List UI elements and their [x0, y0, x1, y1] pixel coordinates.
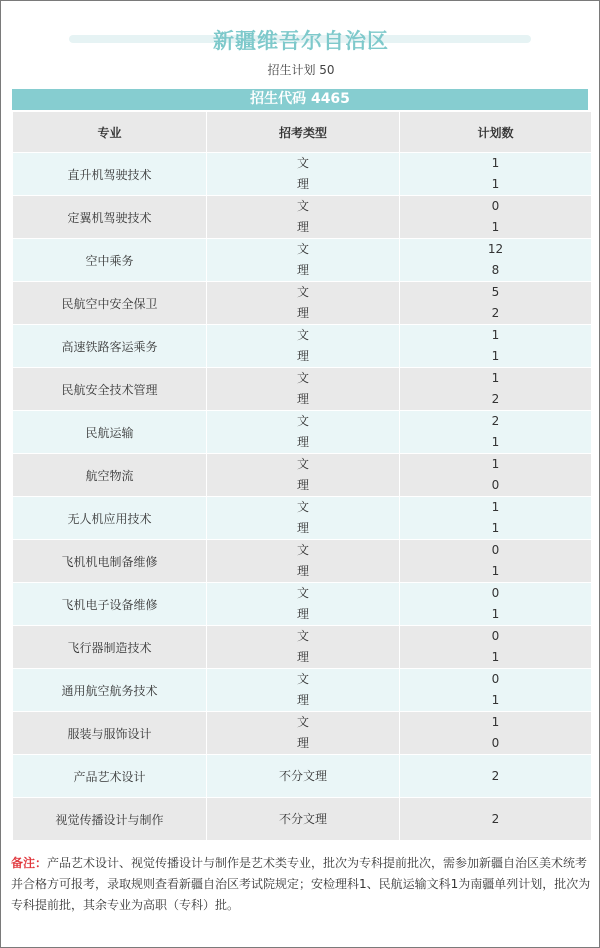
major-cell: 民航空中安全保卫 [13, 282, 207, 325]
table-row [13, 712, 592, 755]
table-row [13, 153, 592, 196]
exam-type-value: 理 [296, 392, 309, 406]
plan-count-value: 0 [491, 478, 500, 492]
exam-type-cell [207, 411, 400, 454]
plan-count-cell [400, 497, 592, 540]
exam-type-value: 文 [296, 543, 309, 557]
plan-count-value: 0 [491, 672, 500, 686]
exam-type-cell [207, 497, 400, 540]
plan-count-cell [400, 669, 592, 712]
plan-count-value: 1 [491, 435, 500, 449]
exam-type-value: 理 [296, 349, 309, 363]
exam-type-value: 文 [296, 156, 309, 170]
table-body [13, 153, 592, 841]
plan-count-cell [400, 712, 592, 755]
plan-count-value: 1 [491, 564, 500, 578]
plan-count-value: 1 [491, 177, 500, 191]
plan-count-cell [400, 282, 592, 325]
plan-count-cell [400, 411, 592, 454]
plan-count-value: 1 [491, 328, 500, 342]
table-row [13, 540, 592, 583]
plan-count-value: 1 [491, 371, 500, 385]
exam-type-cell [207, 755, 400, 798]
plan-count-value: 1 [491, 220, 500, 234]
plan-count-value: 0 [491, 543, 500, 557]
plan-count-value: 0 [491, 629, 500, 643]
table-row [13, 239, 592, 282]
plan-count-value: 1 [491, 156, 500, 170]
table-row [13, 755, 592, 798]
plan-count-cell [400, 454, 592, 497]
plan-count-cell [400, 583, 592, 626]
exam-type-value: 文 [296, 328, 309, 342]
remarks-note [11, 853, 591, 916]
exam-type-value: 文 [296, 457, 309, 471]
major-cell: 飞机机电制备维修 [13, 540, 207, 583]
plan-count-cell [400, 626, 592, 669]
exam-type-value: 不分文理 [278, 768, 327, 783]
enrollment-plan-table [12, 111, 592, 841]
plan-count-value: 1 [491, 500, 500, 514]
major-cell: 直升机驾驶技术 [13, 153, 207, 196]
column-header-plan-count: 计划数 [400, 112, 592, 153]
major-cell: 视觉传播设计与制作 [13, 798, 207, 841]
plan-count-value: 8 [491, 263, 500, 277]
plan-count-cell [400, 798, 592, 841]
exam-type-cell [207, 712, 400, 755]
column-header-major: 专业 [13, 112, 207, 153]
plan-count-cell [400, 153, 592, 196]
plan-count-cell [400, 196, 592, 239]
exam-type-value: 理 [296, 177, 309, 191]
table-row [13, 669, 592, 712]
column-header-exam-type: 招考类型 [207, 112, 400, 153]
major-cell: 飞机电子设备维修 [13, 583, 207, 626]
plan-total: 招生计划 50 [267, 63, 335, 77]
plan-count-value: 0 [491, 736, 500, 750]
major-cell: 服装与服饰设计 [13, 712, 207, 755]
major-cell: 高速铁路客运乘务 [13, 325, 207, 368]
plan-count-value: 0 [491, 586, 500, 600]
plan-count-value: 1 [491, 349, 500, 363]
plan-count-value: 0 [491, 199, 500, 213]
exam-type-value: 文 [296, 285, 309, 299]
major-cell: 产品艺术设计 [13, 755, 207, 798]
exam-type-cell [207, 626, 400, 669]
major-cell: 无人机应用技术 [13, 497, 207, 540]
exam-type-value: 理 [296, 607, 309, 621]
exam-type-value: 文 [296, 672, 309, 686]
exam-type-value: 文 [296, 371, 309, 385]
plan-count-value: 2 [491, 414, 500, 428]
exam-type-value: 理 [296, 435, 309, 449]
plan-count-value: 2 [491, 306, 500, 320]
table-row [13, 196, 592, 239]
remarks-text: 产品艺术设计、视觉传播设计与制作是艺术类专业，批次为专科提前批次，需参加新疆自治区美术统考并合格方可报考，录取规则查看新疆自治区考试院规定；安检理科1、民航运输文科1为南疆单列计划，批次为专科提前批，其余专业为高职（专科）批。 [11, 856, 591, 912]
exam-type-cell [207, 282, 400, 325]
plan-count-value: 5 [491, 285, 500, 299]
plan-count-value: 1 [491, 521, 500, 535]
major-cell: 民航安全技术管理 [13, 368, 207, 411]
major-cell: 飞行器制造技术 [13, 626, 207, 669]
table-row [13, 282, 592, 325]
table-row [13, 325, 592, 368]
plan-count-value: 1 [491, 715, 500, 729]
exam-type-cell [207, 798, 400, 841]
major-cell: 航空物流 [13, 454, 207, 497]
plan-count-value: 2 [491, 768, 500, 783]
plan-count-cell [400, 325, 592, 368]
exam-type-value: 理 [296, 478, 309, 492]
exam-type-cell [207, 669, 400, 712]
plan-count-value: 2 [491, 811, 500, 826]
plan-count-cell [400, 540, 592, 583]
exam-type-cell [207, 325, 400, 368]
exam-type-value: 理 [296, 521, 309, 535]
major-cell: 空中乘务 [13, 239, 207, 282]
table-row [13, 454, 592, 497]
plan-count-value: 12 [487, 242, 504, 256]
exam-type-value: 理 [296, 736, 309, 750]
title-section [1, 21, 600, 57]
plan-count-cell [400, 755, 592, 798]
plan-count-cell [400, 368, 592, 411]
exam-type-cell [207, 583, 400, 626]
table-row [13, 583, 592, 626]
table-header-row [13, 112, 592, 153]
table-row [13, 368, 592, 411]
plan-count-value: 1 [491, 650, 500, 664]
exam-type-cell [207, 153, 400, 196]
exam-type-cell [207, 196, 400, 239]
exam-type-cell [207, 540, 400, 583]
exam-type-value: 文 [296, 199, 309, 213]
exam-type-value: 理 [296, 263, 309, 277]
table-row [13, 497, 592, 540]
exam-type-value: 理 [296, 693, 309, 707]
page-title: 新疆维吾尔自治区 [213, 29, 389, 53]
table-row [13, 411, 592, 454]
exam-type-value: 文 [296, 500, 309, 514]
exam-type-value: 文 [296, 242, 309, 256]
plan-count-value: 1 [491, 693, 500, 707]
exam-type-value: 理 [296, 306, 309, 320]
exam-type-cell [207, 368, 400, 411]
plan-count-cell [400, 239, 592, 282]
table-row [13, 626, 592, 669]
table-row [13, 798, 592, 841]
remarks-label: 备注： [11, 856, 48, 870]
exam-type-cell [207, 454, 400, 497]
exam-type-value: 不分文理 [278, 811, 327, 826]
enrollment-code-bar: 招生代码 4465 [12, 89, 588, 110]
exam-type-cell [207, 239, 400, 282]
exam-type-value: 理 [296, 220, 309, 234]
major-cell: 定翼机驾驶技术 [13, 196, 207, 239]
major-cell: 民航运输 [13, 411, 207, 454]
major-cell: 通用航空航务技术 [13, 669, 207, 712]
exam-type-value: 理 [296, 650, 309, 664]
exam-type-value: 文 [296, 414, 309, 428]
exam-type-value: 文 [296, 715, 309, 729]
plan-count-value: 2 [491, 392, 500, 406]
exam-type-value: 文 [296, 586, 309, 600]
exam-type-value: 理 [296, 564, 309, 578]
plan-count-value: 1 [491, 607, 500, 621]
plan-count-value: 1 [491, 457, 500, 471]
exam-type-value: 文 [296, 629, 309, 643]
